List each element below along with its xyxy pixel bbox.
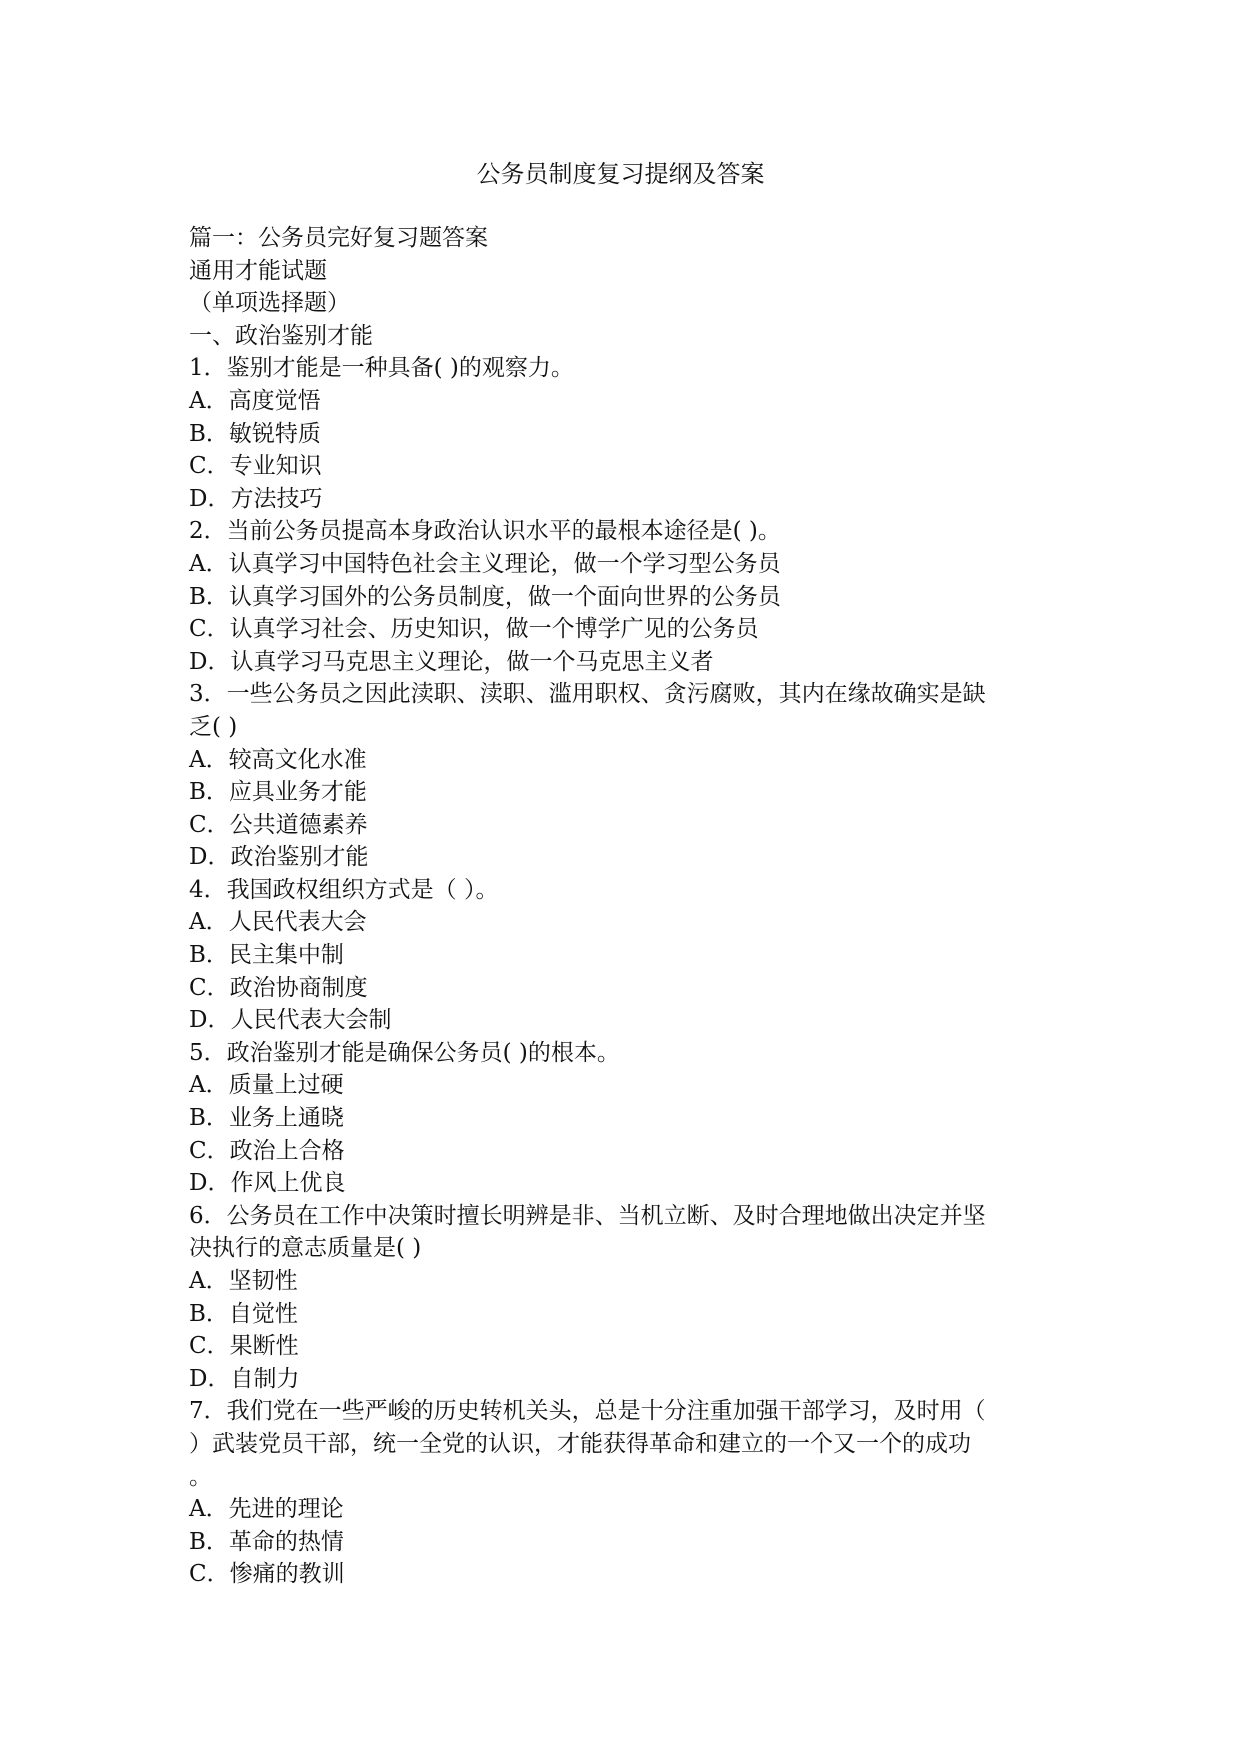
text-line: D．政治鉴别才能 (189, 844, 369, 871)
text-line: C．认真学习社会、历史知识，做一个博学广见的公务员 (189, 616, 759, 643)
text-line: A．质量上过硬 (189, 1072, 344, 1099)
text-line: 7．我们党在一些严峻的历史转机关头，总是十分注重加强干部学习，及时用（ (189, 1398, 986, 1425)
text-line: A．人民代表大会 (189, 909, 367, 936)
document-title: 公务员制度复习提纲及答案 (476, 160, 765, 188)
text-line: 篇一：公务员完好复习题答案 (189, 225, 488, 251)
text-line: D．人民代表大会制 (189, 1007, 392, 1034)
text-line: ）武装党员干部，统一全党的认识，才能获得革命和建立的一个又一个的成功 (189, 1430, 971, 1457)
text-line: B．应具业务才能 (189, 779, 367, 806)
text-line: D．自制力 (189, 1365, 300, 1392)
text-line: 4．我国政权组织方式是（ ）。 (189, 876, 499, 903)
text-line: 3．一些公务员之因此渎职、渎职、滥用职权、贪污腐败，其内在缘故确实是缺 (189, 681, 986, 708)
text-line: 乏( ) (189, 713, 238, 740)
text-line: B．自觉性 (189, 1300, 298, 1327)
text-line: 。 (189, 1463, 212, 1490)
text-line: 通用才能试题 (189, 257, 327, 284)
text-line: D．方法技巧 (189, 485, 323, 512)
text-line: 决执行的意志质量是( ) (189, 1235, 422, 1262)
text-line: 2．当前公务员提高本身政治认识水平的最根本途径是( )。 (189, 518, 781, 545)
text-line: B．敏锐特质 (189, 420, 321, 447)
text-line: 一、政治鉴别才能 (189, 322, 373, 349)
text-line: 6．公务员在工作中决策时擅长明辨是非、当机立断、及时合理地做出决定并坚 (189, 1202, 986, 1229)
text-line: C．政治协商制度 (189, 974, 368, 1001)
text-line: A．较高文化水准 (189, 746, 367, 773)
text-line: D．认真学习马克思主义理论，做一个马克思主义者 (189, 648, 714, 675)
document-body (189, 222, 1059, 1591)
text-line: A．坚韧性 (189, 1268, 298, 1294)
text-line: B．革命的热情 (189, 1528, 344, 1555)
text-line: C．惨痛的教训 (189, 1561, 345, 1588)
text-line: C．公共道德素养 (189, 811, 368, 838)
text-line: A．高度觉悟 (189, 387, 321, 414)
text-line: A．先进的理论 (189, 1496, 344, 1523)
text-line: C．专业知识 (189, 453, 322, 480)
text-line: 5．政治鉴别才能是确保公务员( )的根本。 (189, 1039, 620, 1066)
text-line: D．作风上优良 (189, 1170, 346, 1197)
text-line: B．认真学习国外的公务员制度，做一个面向世界的公务员 (189, 583, 781, 610)
text-line: C．果断性 (189, 1333, 299, 1360)
text-line: 1．鉴别才能是一种具备( )的观察力。 (189, 355, 574, 382)
text-line: A．认真学习中国特色社会主义理论，做一个学习型公务员 (189, 550, 781, 577)
text-line: B．民主集中制 (189, 942, 344, 969)
text-line: B．业务上通晓 (189, 1105, 344, 1132)
text-line: C．政治上合格 (189, 1137, 345, 1164)
text-line: （单项选择题） (189, 290, 350, 317)
